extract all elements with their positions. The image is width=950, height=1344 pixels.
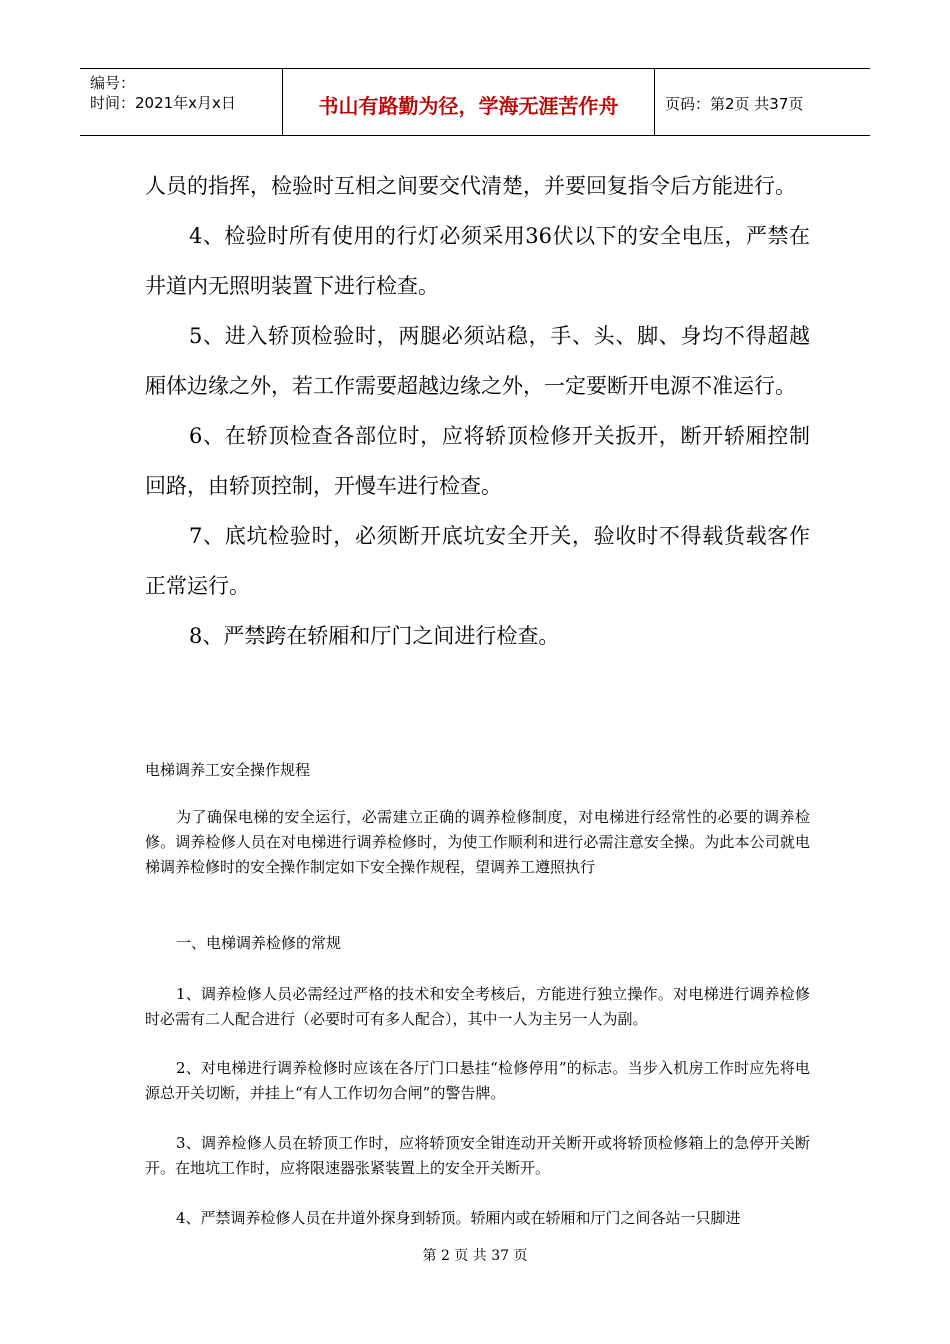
list-item: 3、调养检修人员在轿顶工作时，应将轿顶安全钳连动开关断开或将轿顶检修箱上的急停开关断开。在地坑工作时，应将限速器张紧装置上的安全开关断开。: [145, 1134, 810, 1177]
header-meta: [80, 69, 283, 135]
list-item: 2、对电梯进行调养检修时应该在各厅门口悬挂“检修停用”的标志。当步入机房工作时应先将电源总开关切断，并挂上“有人工作切勿合闸”的警告牌。: [145, 1059, 810, 1102]
paragraph: 人员的指挥，检验时互相之间要交代清楚，并要回复指令后方能进行。: [145, 174, 796, 198]
subheading-block: [145, 931, 810, 956]
intro-paragraph: 为了确保电梯的安全运行，必需建立正确的调养检修制度，对电梯进行经常性的必要的调养检修。调养检修人员在对电梯进行调养检修时，为使工作顺利和进行必需注意安全操。为此本公司就电梯调养检修时的安全操作制定如下安全操作规程，望调养工遵照执行: [145, 808, 810, 876]
number-label: 编号：: [90, 74, 136, 92]
intro-block: [145, 805, 810, 880]
page-header: [80, 68, 870, 136]
paragraph: 4、检验时所有使用的行灯必须采用36伏以下的安全电压，严禁在井道内无照明装置下进行检查。: [145, 224, 810, 298]
paragraph: 7、底坑检验时，必须断开底坑安全开关，验收时不得载货载客作正常运行。: [145, 524, 810, 598]
subheading: 一、电梯调养检修的常规: [176, 934, 342, 952]
page-footer: 第 2 页 共 37 页: [422, 1248, 528, 1264]
paragraph: 8、严禁跨在轿厢和厅门之间进行检查。: [189, 624, 560, 648]
item-block: [145, 1056, 810, 1106]
main-text-block: [145, 161, 810, 661]
header-page-info: 页码：第2页 共37页: [665, 94, 804, 113]
list-item: 4、严禁调养检修人员在井道外探身到轿顶。轿厢内或在轿厢和厅门之间各站一只脚进: [176, 1209, 741, 1227]
paragraph: 5、进入轿顶检验时，两腿必须站稳，手、头、脚、身均不得超越厢体边缘之外，若工作需要超越边缘之外，一定要断开电源不准运行。: [145, 324, 810, 398]
section-title: 电梯调养工安全操作规程: [145, 761, 311, 779]
paragraph: 6、在轿顶检查各部位时，应将轿顶检修开关扳开，断开轿厢控制回路，由轿顶控制，开慢车进行检查。: [145, 424, 810, 498]
time-label: 时间：2021年x月x日: [90, 94, 236, 112]
item-block: [145, 1131, 810, 1181]
item-block: [145, 982, 810, 1032]
list-item: 1、调养检修人员必需经过严格的技术和安全考核后，方能进行独立操作。对电梯进行调养检修时必需有二人配合进行（必要时可有多人配合），其中一人为主另一人为副。: [145, 985, 810, 1028]
item-block: [145, 1206, 810, 1231]
header-motto: 书山有路勤为径，学海无涯苦作舟: [283, 69, 655, 135]
